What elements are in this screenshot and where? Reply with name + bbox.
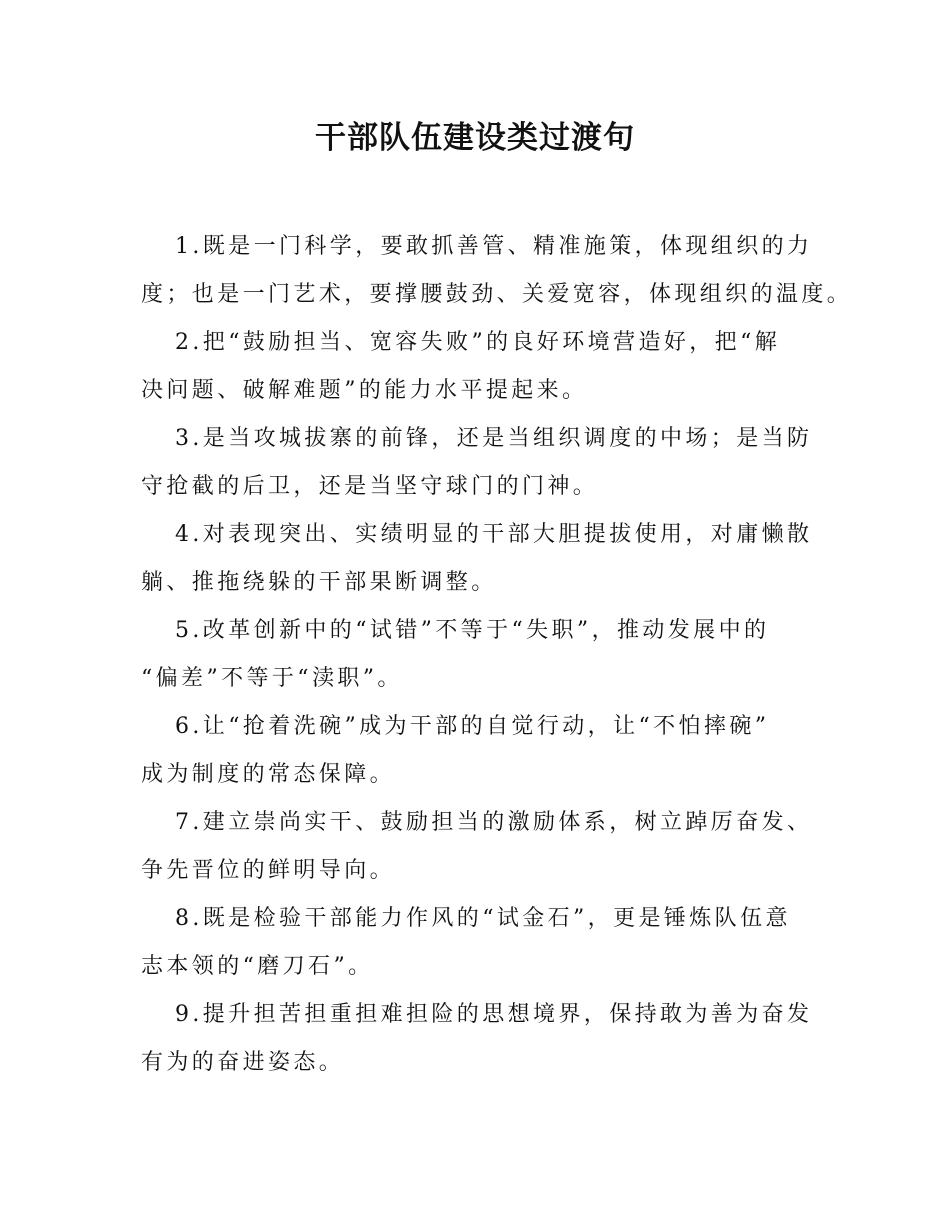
paragraph-line: 成为制度的常态保障。 [141, 762, 396, 787]
paragraph-line: 7.建立崇尚实干、鼓励担当的激励体系，树立踔厉奋发、 [175, 810, 813, 835]
paragraph-line: 有为的奋进姿态。 [141, 1050, 345, 1075]
paragraph-line: 3.是当攻城拔寨的前锋，还是当组织调度的中场；是当防 [175, 426, 813, 451]
list-item [141, 223, 853, 319]
paragraph-line: 志本领的“磨刀石”。 [141, 954, 374, 979]
list-item [141, 799, 821, 895]
paragraph-line: 度；也是一门艺术，要撑腰鼓劲、关爱宽容，体现组织的温度。 [141, 282, 853, 307]
paragraph-line: 4.对表现突出、实绩明显的干部大胆提拔使用，对庸懒散 [175, 522, 813, 547]
paragraph-line: 1.既是一门科学，要敢抓善管、精准施策，体现组织的力 [175, 234, 813, 259]
paragraph-line: 5.改革创新中的“试错”不等于“失职”，推动发展中的 [175, 618, 770, 643]
document-body [141, 223, 853, 1087]
paragraph-line: 躺、推拖绕躲的干部果断调整。 [141, 570, 497, 595]
paragraph-line: 守抢截的后卫，还是当坚守球门的门神。 [141, 474, 599, 499]
paragraph-line: 9.提升担苦担重担难担险的思想境界，保持敢为善为奋发 [175, 1002, 813, 1027]
list-item [141, 703, 821, 799]
list-item [141, 319, 821, 415]
paragraph-line: 2.把“鼓励担当、宽容失败”的良好环境营造好，把“解 [175, 330, 781, 355]
paragraph-line: 8.既是检验干部能力作风的“试金石”，更是锤炼队伍意 [175, 906, 791, 931]
page-title: 干部队伍建设类过渡句 [315, 120, 635, 156]
list-item [141, 415, 821, 511]
list-item [141, 895, 821, 991]
paragraph-line: “偏差”不等于“渎职”。 [141, 666, 403, 691]
paragraph-line: 争先晋位的鲜明导向。 [141, 858, 396, 883]
list-item [141, 511, 821, 607]
paragraph-line: 6.让“抢着洗碗”成为干部的自觉行动，让“不怕摔碗” [175, 714, 770, 739]
list-item [141, 607, 821, 703]
paragraph-line: 决问题、破解难题”的能力水平提起来。 [141, 378, 588, 403]
list-item [141, 991, 821, 1087]
